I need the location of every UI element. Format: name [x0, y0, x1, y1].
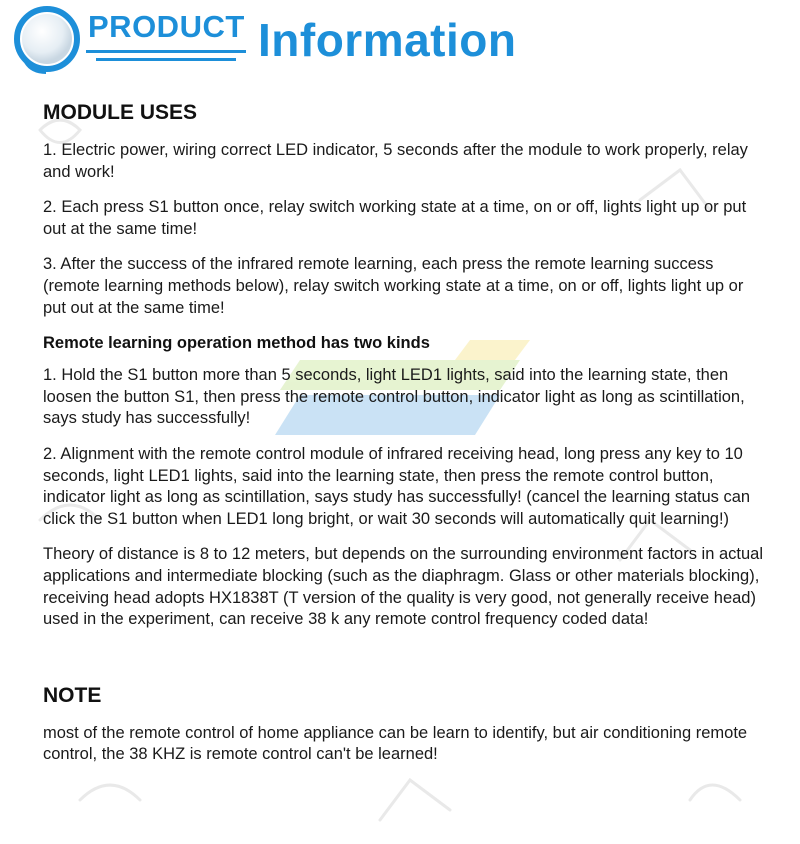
remote-learning-item-2: 2. Alignment with the remote control module of infrared receiving head, long press any key to 10 seconds, light LED1 lights, said into the learning state, then press the remote control button, indicator light as long as scintillation, says study has successfully! (cancel the learning status can click the S1 button when LED1 long bright, or wait 30 seconds will automatically quit learning!): [43, 444, 751, 528]
module-use-item-3: 3. After the success of the infrared remote learning, each press the remote learning success (remote learning methods below), relay switch working state at a time, on or off, lights light up or put out at the same time!: [43, 255, 744, 317]
theory-paragraph: Theory of distance is 8 to 12 meters, but depends on the surrounding environment factors in actual applications and intermediate blocking (such as the diaphragm. Glass or other materials blocking), receiving head adopts HX1838T (T version of the quality is very good, not generally receive head) used in the experiment, can receive 38 k any remote control frequency coded data!: [43, 545, 763, 629]
product-badge-icon: [12, 4, 82, 74]
header-information-word: Information: [258, 14, 517, 66]
remote-learning-item-1: 1. Hold the S1 button more than 5 seconds, light LED1 lights, said into the learning state, then loosen the button S1, then press the remote control button, indicator light as long as scintillation, says study has successfully!: [43, 366, 745, 428]
note-text: most of the remote control of home appliance can be learn to identify, but air conditioning remote control, the 38 KHZ is remote control can't be learned!: [43, 723, 748, 764]
remote-learning-heading: Remote learning operation method has two kinds: [43, 334, 430, 353]
header-product-word: PRODUCT: [88, 9, 245, 44]
note-heading: NOTE: [43, 683, 102, 707]
content-body: [43, 98, 763, 766]
header-banner: [0, 0, 800, 90]
header-rule-top: [86, 50, 246, 53]
module-use-item-2: 2. Each press S1 button once, relay switch working state at a time, on or off, lights light up or put out at the same time!: [43, 198, 747, 238]
module-uses-heading: MODULE USES: [43, 101, 198, 124]
module-use-item-1: 1. Electric power, wiring correct LED indicator, 5 seconds after the module to work properly, relay and work!: [43, 141, 748, 181]
header-rule-bottom: [96, 58, 236, 61]
